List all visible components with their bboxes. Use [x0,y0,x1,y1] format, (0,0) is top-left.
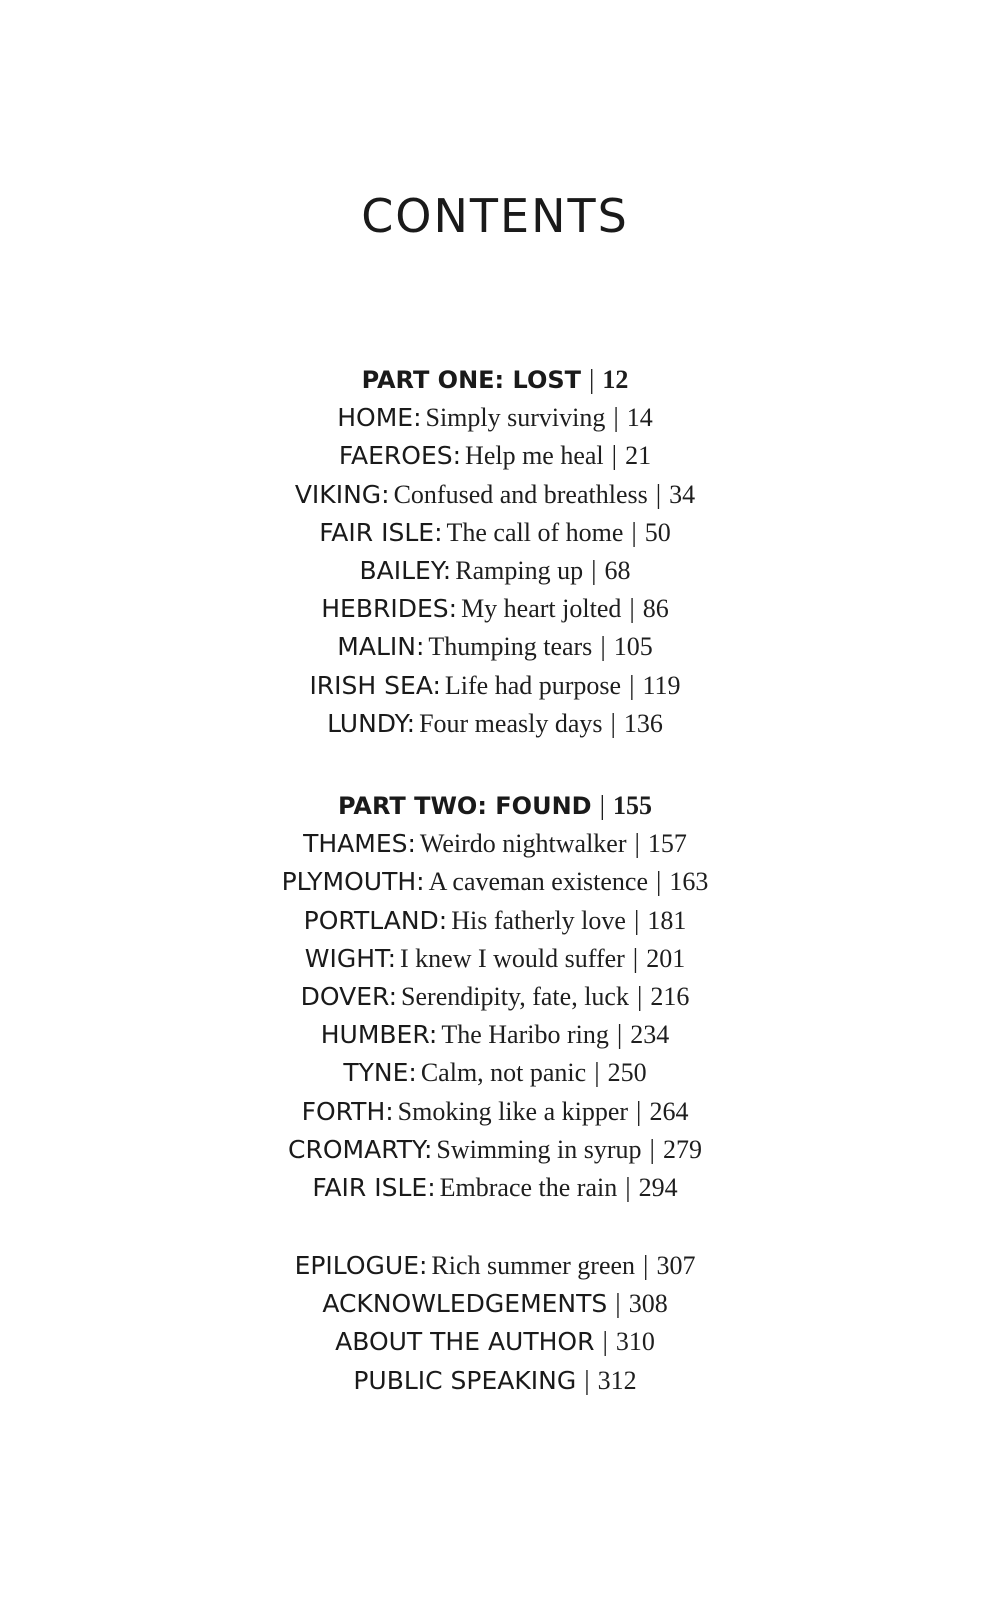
part-heading-page-number: 12 [602,365,629,394]
toc-entry-description: Thumping tears [428,632,593,662]
toc-entry-label: PORTLAND: [303,905,448,935]
toc-entry-label: DOVER: [300,981,398,1011]
toc-entry-description: Help me heal [465,441,604,471]
separator: | [615,1288,621,1319]
toc-entry-description: Four measly days [419,708,603,738]
toc-entry-description: Confused and breathless [393,479,648,509]
toc-entry-label: IRISH SEA: [309,670,441,700]
part-heading[interactable] [0,360,990,398]
toc-entry-page-number: 201 [646,943,686,973]
toc-entry[interactable] [0,436,990,474]
page-title: CONTENTS [361,189,629,243]
toc-entry-page-number: 21 [625,441,652,471]
toc-entry[interactable] [0,939,990,977]
separator: | [625,1171,631,1202]
toc-entry-description: Weirdo nightwalker [419,829,627,859]
toc-entry-description: Rich summer green [431,1251,636,1280]
toc-entry-description: I knew I would suffer [400,943,625,973]
toc-entry[interactable] [0,824,990,862]
toc-entry-page-number: 136 [623,708,663,738]
toc-entry-label: HEBRIDES: [321,594,458,624]
toc-entry-description: Swimming in syrup [436,1134,642,1164]
toc-entry-label: LUNDY: [327,708,416,738]
toc-entry[interactable] [0,901,990,939]
toc-entry-page-number: 119 [642,670,681,700]
part-heading-label: PART TWO: FOUND [338,792,592,820]
toc-entry-label: TYNE: [343,1058,417,1088]
toc-entry-label: PLYMOUTH: [281,867,425,897]
part-two-section [0,786,990,1206]
toc-entry[interactable] [0,704,990,742]
toc-entry-label: FAIR ISLE: [319,517,443,547]
toc-entry-page-number: 105 [613,632,653,662]
toc-entry-description: Ramping up [455,555,584,585]
toc-entry[interactable] [0,1361,990,1399]
toc-entry-label: THAMES: [303,829,416,859]
separator: | [591,554,597,585]
toc-entry[interactable] [0,1092,990,1130]
toc-entry-description: My heart jolted [461,594,622,624]
separator: | [636,1095,642,1126]
toc-entry-label: CROMARTY: [288,1134,433,1164]
toc-entry-page-number: 279 [662,1134,702,1164]
toc-entry-page-number: 86 [642,594,669,624]
toc-entry-page-number: 308 [628,1289,668,1319]
separator: | [632,942,639,973]
separator: | [634,828,640,859]
separator: | [600,631,606,662]
separator: | [602,1326,608,1357]
toc-entry-page-number: 34 [669,479,696,509]
toc-entry[interactable] [0,862,990,900]
separator: | [633,904,640,935]
toc-entry[interactable] [0,1130,990,1168]
separator: | [649,1133,655,1164]
toc-entry-description: His fatherly love [451,905,626,935]
toc-entry-label: PUBLIC SPEAKING [353,1365,577,1395]
toc-entry-page-number: 181 [647,905,687,935]
toc-entry-page-number: 14 [626,403,653,433]
toc-entry-page-number: 310 [615,1327,655,1357]
back-matter-section [0,1246,990,1399]
toc-entry[interactable] [0,1246,990,1284]
toc-entry-label: EPILOGUE: [294,1251,428,1280]
toc-entry-page-number: 50 [644,517,671,547]
separator: | [584,1364,590,1395]
toc-entry-page-number: 157 [647,829,687,859]
toc-entry-description: Serendipity, fate, luck [401,981,629,1011]
toc-entry[interactable] [0,1015,990,1053]
separator: | [636,980,643,1011]
toc-entry-page-number: 216 [650,981,690,1011]
separator: | [599,790,605,820]
toc-entry[interactable] [0,627,990,665]
toc-entry-label: ACKNOWLEDGEMENTS [322,1289,608,1319]
separator: | [589,364,595,394]
separator: | [610,707,616,738]
toc-entry[interactable] [0,1284,990,1322]
toc-entry-description: Life had purpose [444,670,622,700]
toc-entry[interactable] [0,589,990,627]
toc-entry-label: FAEROES: [338,441,462,471]
toc-entry[interactable] [0,666,990,704]
toc-entry-label: VIKING: [294,479,390,509]
toc-entry-description: The call of home [446,517,624,547]
toc-entry-page-number: 294 [638,1172,678,1202]
toc-entry-label: ABOUT THE AUTHOR [335,1327,595,1357]
toc-entry-label: WIGHT: [304,943,396,973]
separator: | [631,516,637,547]
toc-entry-page-number: 163 [669,867,709,897]
toc-entry[interactable] [0,1053,990,1091]
toc-entry-label: HOME: [337,403,422,433]
separator: | [613,402,619,433]
separator: | [594,1057,600,1088]
part-one-section [0,360,990,742]
toc-entry[interactable] [0,1322,990,1360]
toc-entry-description: A caveman existence [428,867,649,897]
toc-entry[interactable] [0,551,990,589]
part-heading-label: PART ONE: LOST [361,366,581,394]
separator: | [616,1019,623,1050]
toc-entry-page-number: 68 [604,555,631,585]
toc-entry[interactable] [0,977,990,1015]
separator: | [643,1250,649,1280]
separator: | [655,478,662,509]
toc-entry[interactable] [0,513,990,551]
toc-entry-page-number: 312 [597,1365,637,1395]
toc-entry-label: FORTH: [301,1096,394,1126]
toc-entry-label: HUMBER: [320,1020,438,1050]
toc-entry-description: Smoking like a kipper [397,1096,629,1126]
separator: | [629,669,635,700]
toc-entry-description: The Haribo ring [441,1020,609,1050]
toc-entry-label: FAIR ISLE: [312,1172,436,1202]
toc-entry-page-number: 234 [630,1020,670,1050]
toc-entry-description: Calm, not panic [420,1058,587,1088]
separator: | [656,866,662,897]
toc-entry[interactable] [0,1168,990,1206]
part-heading[interactable] [0,786,990,824]
toc-entry-description: Simply surviving [425,403,606,433]
part-heading-page-number: 155 [613,791,652,820]
separator: | [611,440,618,471]
separator: | [629,593,635,624]
toc-entry-label: BAILEY: [359,555,452,585]
toc-entry-page-number: 250 [607,1058,647,1088]
toc-entry-label: MALIN: [337,632,425,662]
toc-entry[interactable] [0,398,990,436]
toc-entry-page-number: 264 [649,1096,689,1126]
toc-entry[interactable] [0,475,990,513]
toc-entry-page-number: 307 [656,1251,696,1280]
toc-entry-description: Embrace the rain [439,1172,618,1202]
